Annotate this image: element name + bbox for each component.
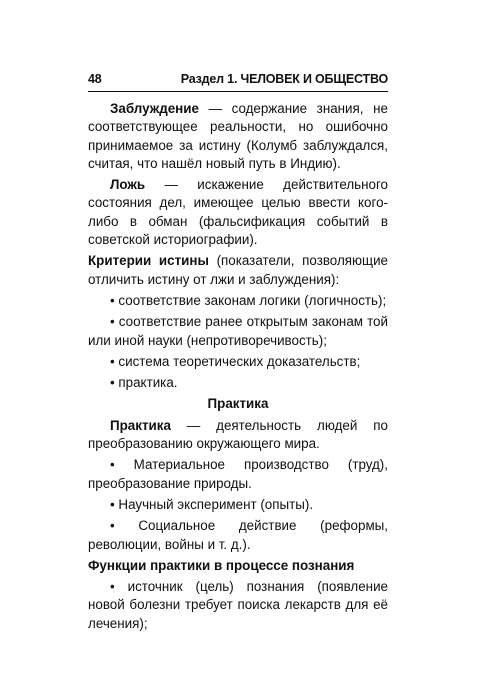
criteria-item: • соответствие законам логики (логичность);	[110, 292, 387, 308]
practice-item: • Материальное производство (труд), преобразование природы.	[88, 457, 388, 491]
section-heading-practice: Практика	[207, 396, 269, 412]
definition-practice-text: — деятельность людей по преобразованию окружающего мира.	[88, 417, 388, 452]
practice-item: • Социальное действие (реформы, революции, войны и т. д.).	[88, 518, 388, 552]
criteria-item: • практика.	[110, 375, 178, 391]
criteria-intro	[88, 252, 388, 289]
criteria-intro-text: (показатели, позволяющие отличить истину от лжи и заблуждения):	[88, 253, 388, 287]
term-error: Заблуждение	[110, 101, 199, 116]
term-criteria: Критерии истины	[88, 253, 209, 269]
definition-error-text: — содержание знания, не соответствующее реальности, но ошибочно принимаемое за истину (Колумб заблуждался, считая, что нашёл новый путь в Индию).	[88, 101, 388, 171]
definition-lie	[88, 176, 388, 249]
definition-practice	[88, 417, 388, 454]
term-lie: Ложь	[110, 177, 146, 193]
running-header	[88, 72, 388, 92]
functions-heading	[88, 557, 388, 575]
criteria-item: • система теоретических доказательств;	[110, 353, 361, 369]
page-number: 48	[88, 72, 102, 86]
term-functions: Функции практики в процессе познания	[88, 557, 355, 573]
functions-item: • источник (цель) познания (появление новой болезни требует поиска лекарств для её лечения);	[88, 579, 388, 631]
definition-lie-text: — искажение действительного состояния дел, имеющее целью ввести кого-либо в обман (фальсификация событий в советской историографии).	[88, 177, 388, 248]
definition-error	[88, 100, 388, 173]
term-practice: Практика	[110, 417, 171, 433]
page-content	[88, 100, 388, 636]
practice-item: • Научный эксперимент (опыты).	[110, 496, 314, 512]
criteria-item: • соответствие ранее открытым законам той или иной науки (непротиворечивость);	[88, 314, 388, 348]
section-title: Раздел 1. ЧЕЛОВЕК И ОБЩЕСТВО	[180, 72, 388, 86]
